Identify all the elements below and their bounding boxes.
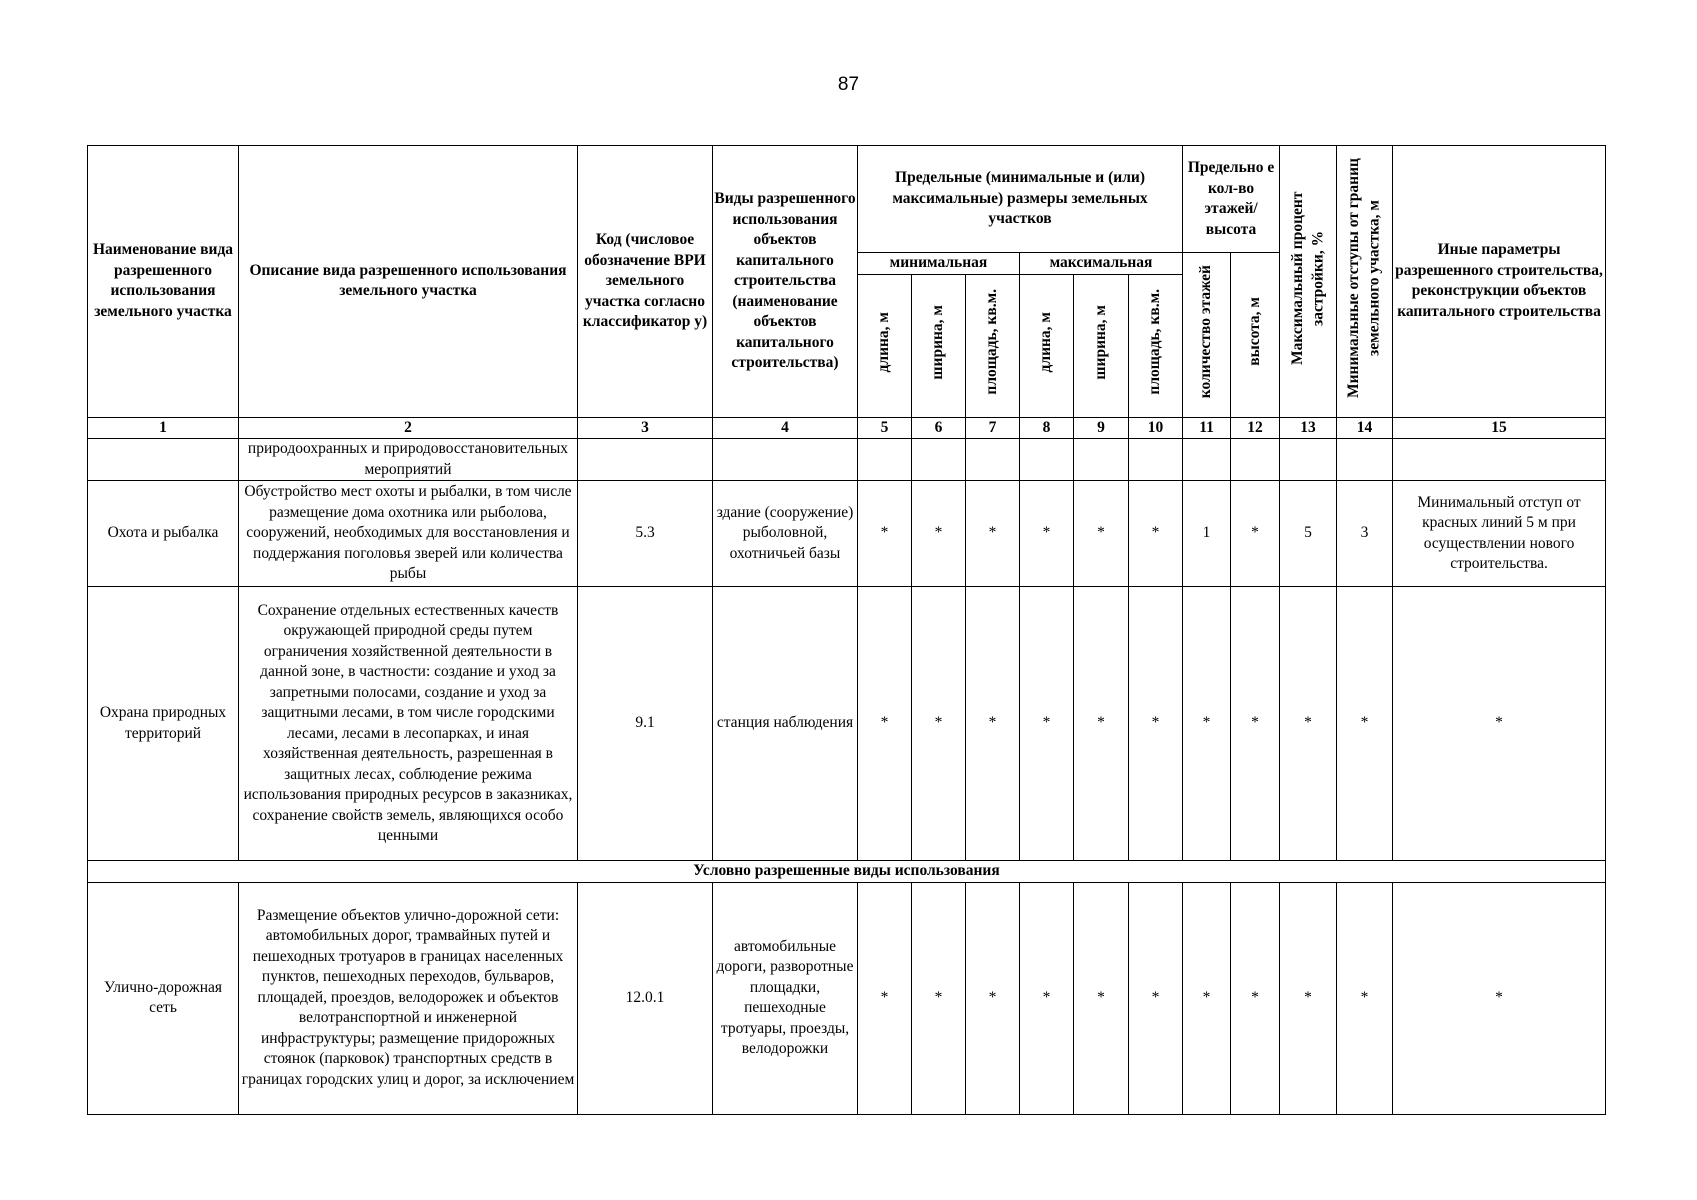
use-description: Сохранение отдельных естественных качеств окружающей природной среды путем ограничения хозяйственной деятельности в данной зоне, в частности: создание и уход за запретными полосами, создание и уход за защитными лесами, в том числе городскими лесами, лесами в лесопарках, и иная хозяйственная деятельность, разрешенная в защитных лесах, соблюдение режима использования природных ресурсов в заказниках, сохранение свойств земель, являющихся особо ценными (239, 587, 578, 861)
column-number: 12 (1231, 417, 1280, 439)
header-max-width: ширина, м (1074, 274, 1129, 417)
header-floor-count: количество этажей (1183, 253, 1231, 418)
value-cell: * (1020, 481, 1074, 587)
value-cell: * (1231, 882, 1280, 1114)
header-max-build-percent: Максимальный процент застройки, % (1280, 146, 1337, 418)
column-number: 13 (1280, 417, 1337, 439)
value-cell: * (966, 481, 1020, 587)
header-other-params: Иные параметры разрешенного строительства, реконструкции объектов капитального строительства (1393, 146, 1606, 418)
use-code: 12.0.1 (578, 882, 713, 1114)
value-cell: * (966, 882, 1020, 1114)
value-cell: * (1280, 882, 1337, 1114)
value-cell: * (966, 587, 1020, 861)
table-row (88, 587, 1606, 861)
value-cell: * (1183, 882, 1231, 1114)
use-description: Обустройство мест охоты и рыбалки, в том числе размещение дома охотника или рыболова, сооружений, необходимых для восстановления и поддержания поголовья зверей или количества рыбы (239, 481, 578, 587)
table-header (88, 146, 1606, 439)
use-description: Размещение объектов улично-дорожной сети: автомобильных дорог, трамвайных путей и пешеходных тротуаров в границах населенных пунктов, пешеходных переходов, бульваров, площадей, проездов, велодорожек и объектов велотранспортной и инженерной инфраструктуры; размещение придорожных стоянок (парковок) транспортных средств в границах городских улиц и дорог, за исключением (239, 882, 578, 1114)
value-cell: * (1183, 587, 1231, 861)
table-row-continuation (88, 439, 1606, 481)
column-number: 2 (239, 417, 578, 439)
value-cell: 1 (1183, 481, 1231, 587)
header-min-setbacks: Минимальные отступы от границ земельного участка, м (1337, 146, 1393, 418)
value-cell: * (1074, 587, 1129, 861)
header-plot-sizes: Предельные (минимальные и (или) максимальные) размеры земельных участков (858, 146, 1183, 253)
value-cell: * (1231, 481, 1280, 587)
header-max: максимальная (1020, 253, 1183, 275)
header-max-area: площадь, кв.м. (1129, 274, 1183, 417)
column-number: 5 (858, 417, 912, 439)
value-cell: * (1074, 481, 1129, 587)
section-row (88, 861, 1606, 883)
header-code: Код (числовое обозначение ВРИ земельного участка согласно классификатор у) (578, 146, 713, 418)
table-row (88, 882, 1606, 1114)
column-number: 3 (578, 417, 713, 439)
column-number: 15 (1393, 417, 1606, 439)
value-cell: * (1337, 587, 1393, 861)
value-cell: * (1020, 587, 1074, 861)
value-cell: 3 (1337, 481, 1393, 587)
value-cell: * (858, 882, 912, 1114)
page-number: 87 (837, 74, 860, 95)
header-min-area: площадь, кв.м. (966, 274, 1020, 417)
column-number: 1 (88, 417, 239, 439)
other-params: * (1393, 587, 1606, 861)
value-cell: * (858, 481, 912, 587)
oks-types: автомобильные дороги, разворотные площадки, пешеходные тротуары, проезды, велодорожки (713, 882, 858, 1114)
oks-types: здание (сооружение) рыболовной, охотничьей базы (713, 481, 858, 587)
use-name: Охота и рыбалка (88, 481, 239, 587)
section-title: Условно разрешенные виды использования (88, 861, 1606, 883)
value-cell: * (858, 587, 912, 861)
table-row (88, 481, 1606, 587)
value-cell: * (1020, 882, 1074, 1114)
other-params: * (1393, 882, 1606, 1114)
header-floors-height: Предельно е кол-во этажей/ высота (1183, 146, 1280, 253)
header-min: минимальная (858, 253, 1020, 275)
header-name: Наименование вида разрешенного использования земельного участка (88, 146, 239, 418)
header-oks-types: Виды разрешенного использования объектов капитального строительства (наименование объектов капитального строительства) (713, 146, 858, 418)
column-number: 11 (1183, 417, 1231, 439)
regulations-table (87, 145, 1606, 1115)
continuation-description: природоохранных и природовосстановительных мероприятий (239, 439, 578, 481)
value-cell: * (1129, 587, 1183, 861)
value-cell: * (1231, 587, 1280, 861)
other-params: Минимальный отступ от красных линий 5 м при осуществлении нового строительства. (1393, 481, 1606, 587)
use-name: Охрана природных территорий (88, 587, 239, 861)
column-number: 4 (713, 417, 858, 439)
value-cell: * (1129, 882, 1183, 1114)
column-number: 7 (966, 417, 1020, 439)
value-cell: * (1337, 882, 1393, 1114)
value-cell: * (912, 481, 966, 587)
value-cell: 5 (1280, 481, 1337, 587)
value-cell: * (1074, 882, 1129, 1114)
column-number: 8 (1020, 417, 1074, 439)
header-description: Описание вида разрешенного использования земельного участка (239, 146, 578, 418)
header-height: высота, м (1231, 253, 1280, 418)
column-number: 10 (1129, 417, 1183, 439)
column-number: 9 (1074, 417, 1129, 439)
column-number: 6 (912, 417, 966, 439)
value-cell: * (912, 882, 966, 1114)
column-number: 14 (1337, 417, 1393, 439)
use-code: 5.3 (578, 481, 713, 587)
use-code: 9.1 (578, 587, 713, 861)
use-name: Улично-дорожная сеть (88, 882, 239, 1114)
value-cell: * (912, 587, 966, 861)
oks-types: станция наблюдения (713, 587, 858, 861)
value-cell: * (1129, 481, 1183, 587)
header-max-length: длина, м (1020, 274, 1074, 417)
header-min-length: длина, м (858, 274, 912, 417)
header-min-width: ширина, м (912, 274, 966, 417)
value-cell: * (1280, 587, 1337, 861)
